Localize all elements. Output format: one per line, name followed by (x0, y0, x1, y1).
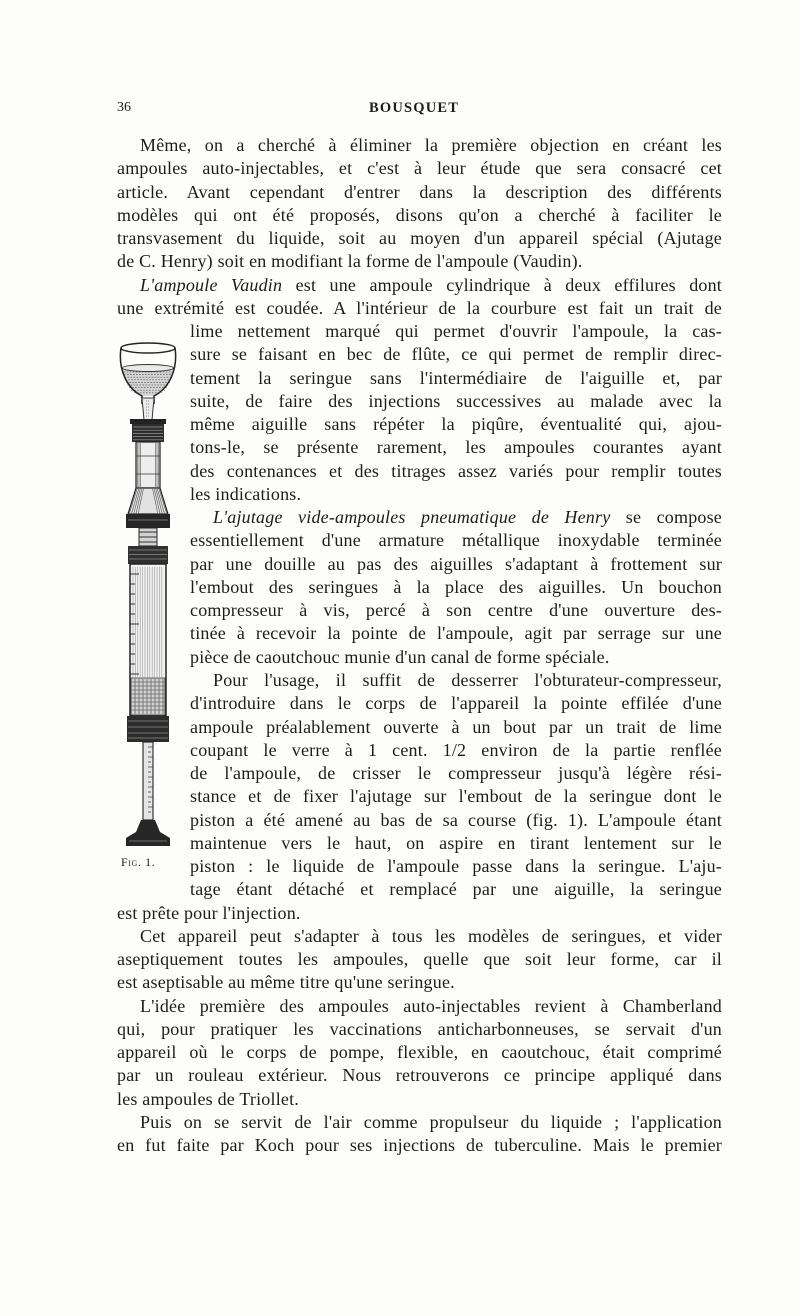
text-line: par un rouleau extérieur. Nous retrouverons ce principe appliqué dans (117, 1065, 722, 1086)
text-line: ampoules auto-injectables, et c'est à leur étude que sera consacré cet (117, 158, 722, 179)
running-head-title: BOUSQUET (369, 100, 460, 116)
text-line: une extrémité est coudée. A l'intérieur de la courbure est fait un trait de (117, 297, 722, 318)
text-line: les ampoules de Triollet. (117, 1088, 299, 1109)
italic-term: L'ajutage vide-ampoules pneumatique de Henry (213, 507, 611, 528)
text-line: qui, pour pratiquer les vaccinations anticharbonneuses, se servait d'un (117, 1018, 722, 1039)
ajutage-cone (128, 488, 168, 514)
text-line: tinée à recevoir la pointe de l'ampoule, agit par serrage sur une (190, 623, 722, 644)
piston-head (131, 678, 165, 715)
text-line: stance et de fixer l'ajutage sur l'embout de la seringue dont le (190, 786, 722, 807)
text-line: modèles qui ont été proposés, disons qu'on a cherché à faciliter le (117, 204, 722, 225)
text-line: piston a été amené au bas de sa course (fig. 1). L'ampoule étant (190, 809, 722, 830)
compressor-cap (130, 419, 166, 442)
syringe-top-collar (128, 546, 168, 564)
text-line: l'embout des seringues à la place des aiguilles. Un bouchon (190, 576, 722, 597)
compressor-flange (130, 419, 166, 424)
text-line: des contenances et des titrages assez variés pour remplir toutes (190, 460, 722, 481)
text-line: suite, de faire des injections successives au malade avec la (190, 390, 722, 411)
text-line: transvasement du liquide, soit au moyen d'un appareil spécial (Ajutage (117, 228, 722, 249)
text-line: tement la seringue sans l'intermédiaire de l'aiguille et, par (190, 367, 722, 388)
text-line: tage étant détaché et remplacé par une aiguille, la seringue (190, 879, 722, 900)
paragraph-first-line: L'idée première des ampoules auto-injectables revient à Chamberland (140, 995, 722, 1016)
text-line: appareil où le corps de pompe, flexible, en caoutchouc, était comprimé (117, 1042, 722, 1063)
text-line: article. Avant cependant d'entrer dans la description des différents (117, 181, 722, 202)
paragraph-first-line: Pour l'usage, il suffit de desserrer l'obturateur-compresseur, (213, 669, 722, 690)
text-line: de l'ampoule, de crisser le compresseur jusqu'à légère rési- (190, 763, 722, 784)
syringe-barrel (130, 564, 166, 716)
italic-term: L'ampoule Vaudin (140, 274, 283, 295)
paragraph-first-line (213, 506, 722, 529)
syringe-illustration (108, 338, 188, 856)
text-line: lime nettement marqué qui permet d'ouvrir l'ampoule, la cas- (190, 321, 722, 342)
page-number: 36 (117, 100, 131, 115)
ampoule-liquid-surface (123, 365, 174, 372)
ajutage-nut (126, 514, 170, 528)
text-line: est aseptisable au même titre qu'une seringue. (117, 972, 455, 993)
ajutage-cone-body (128, 488, 168, 514)
text-line: compresseur à vis, percé à son centre d'une ouverture des- (190, 600, 722, 621)
paragraph-first-line (140, 274, 722, 297)
paragraph-first-line: Puis on se servit de l'air comme propulseur du liquide ; l'application (140, 1111, 722, 1132)
text-line: essentiellement d'une armature métallique inoxydable terminée (190, 530, 722, 551)
paragraph-first-line: Même, on a cherché à éliminer la première objection en créant les (140, 135, 722, 155)
figure-syringe-illustration (108, 338, 188, 856)
text-line: de C. Henry) soit en modifiant la forme de l'ampoule (Vaudin). (117, 251, 583, 272)
text-line: pièce de caoutchouc munie d'un canal de forme spéciale. (190, 646, 610, 667)
text-line: est prête pour l'injection. (117, 902, 301, 923)
text-line: par une douille au pas des aiguilles s'adaptant à frottement sur (190, 553, 722, 574)
ajutage-tube-body (136, 442, 160, 488)
piston-rod (143, 742, 153, 820)
ajutage-tube (136, 442, 160, 488)
figure-caption: Fig. 1. (121, 855, 156, 869)
text-line: aseptiquement toutes les ampoules, quelle que soit leur forme, car il (117, 949, 722, 970)
text-line: en fut faite par Koch pour ses injections de tuberculine. Mais le premier (117, 1135, 722, 1156)
text-run: est une ampoule cylindrique à deux effilures dont (282, 274, 723, 295)
text-line: même aiguille sans répéter la piqûre, éventualité qui, ajou- (190, 414, 722, 435)
text-line: sure se faisant en bec de flûte, ce qui permet de remplir direc- (190, 344, 722, 365)
ampoule-rim (121, 343, 175, 353)
text-line: coupant le verre à 1 cent. 1/2 environ de la partie renflée (190, 739, 722, 760)
text-line: tons-le, se présente rarement, les ampoules courantes ayant (190, 437, 722, 458)
finger-grip (126, 820, 170, 846)
paragraph-first-line: Cet appareil peut s'adapter à tous les modèles de seringues, et vider (140, 925, 722, 946)
text-run: se compose (610, 507, 722, 528)
ampoule (120, 343, 175, 420)
text-line: d'introduire dans le corps de l'appareil la pointe effilée d'une (190, 693, 722, 714)
text-line: les indications. (190, 483, 302, 504)
text-line: maintenue vers le haut, on aspire en tirant lentement sur le (190, 832, 722, 853)
text-line: ampoule préalablement ouverte à un bout par un trait de lime (190, 716, 722, 737)
text-line: piston : le liquide de l'ampoule passe dans la seringue. L'aju- (190, 856, 722, 877)
